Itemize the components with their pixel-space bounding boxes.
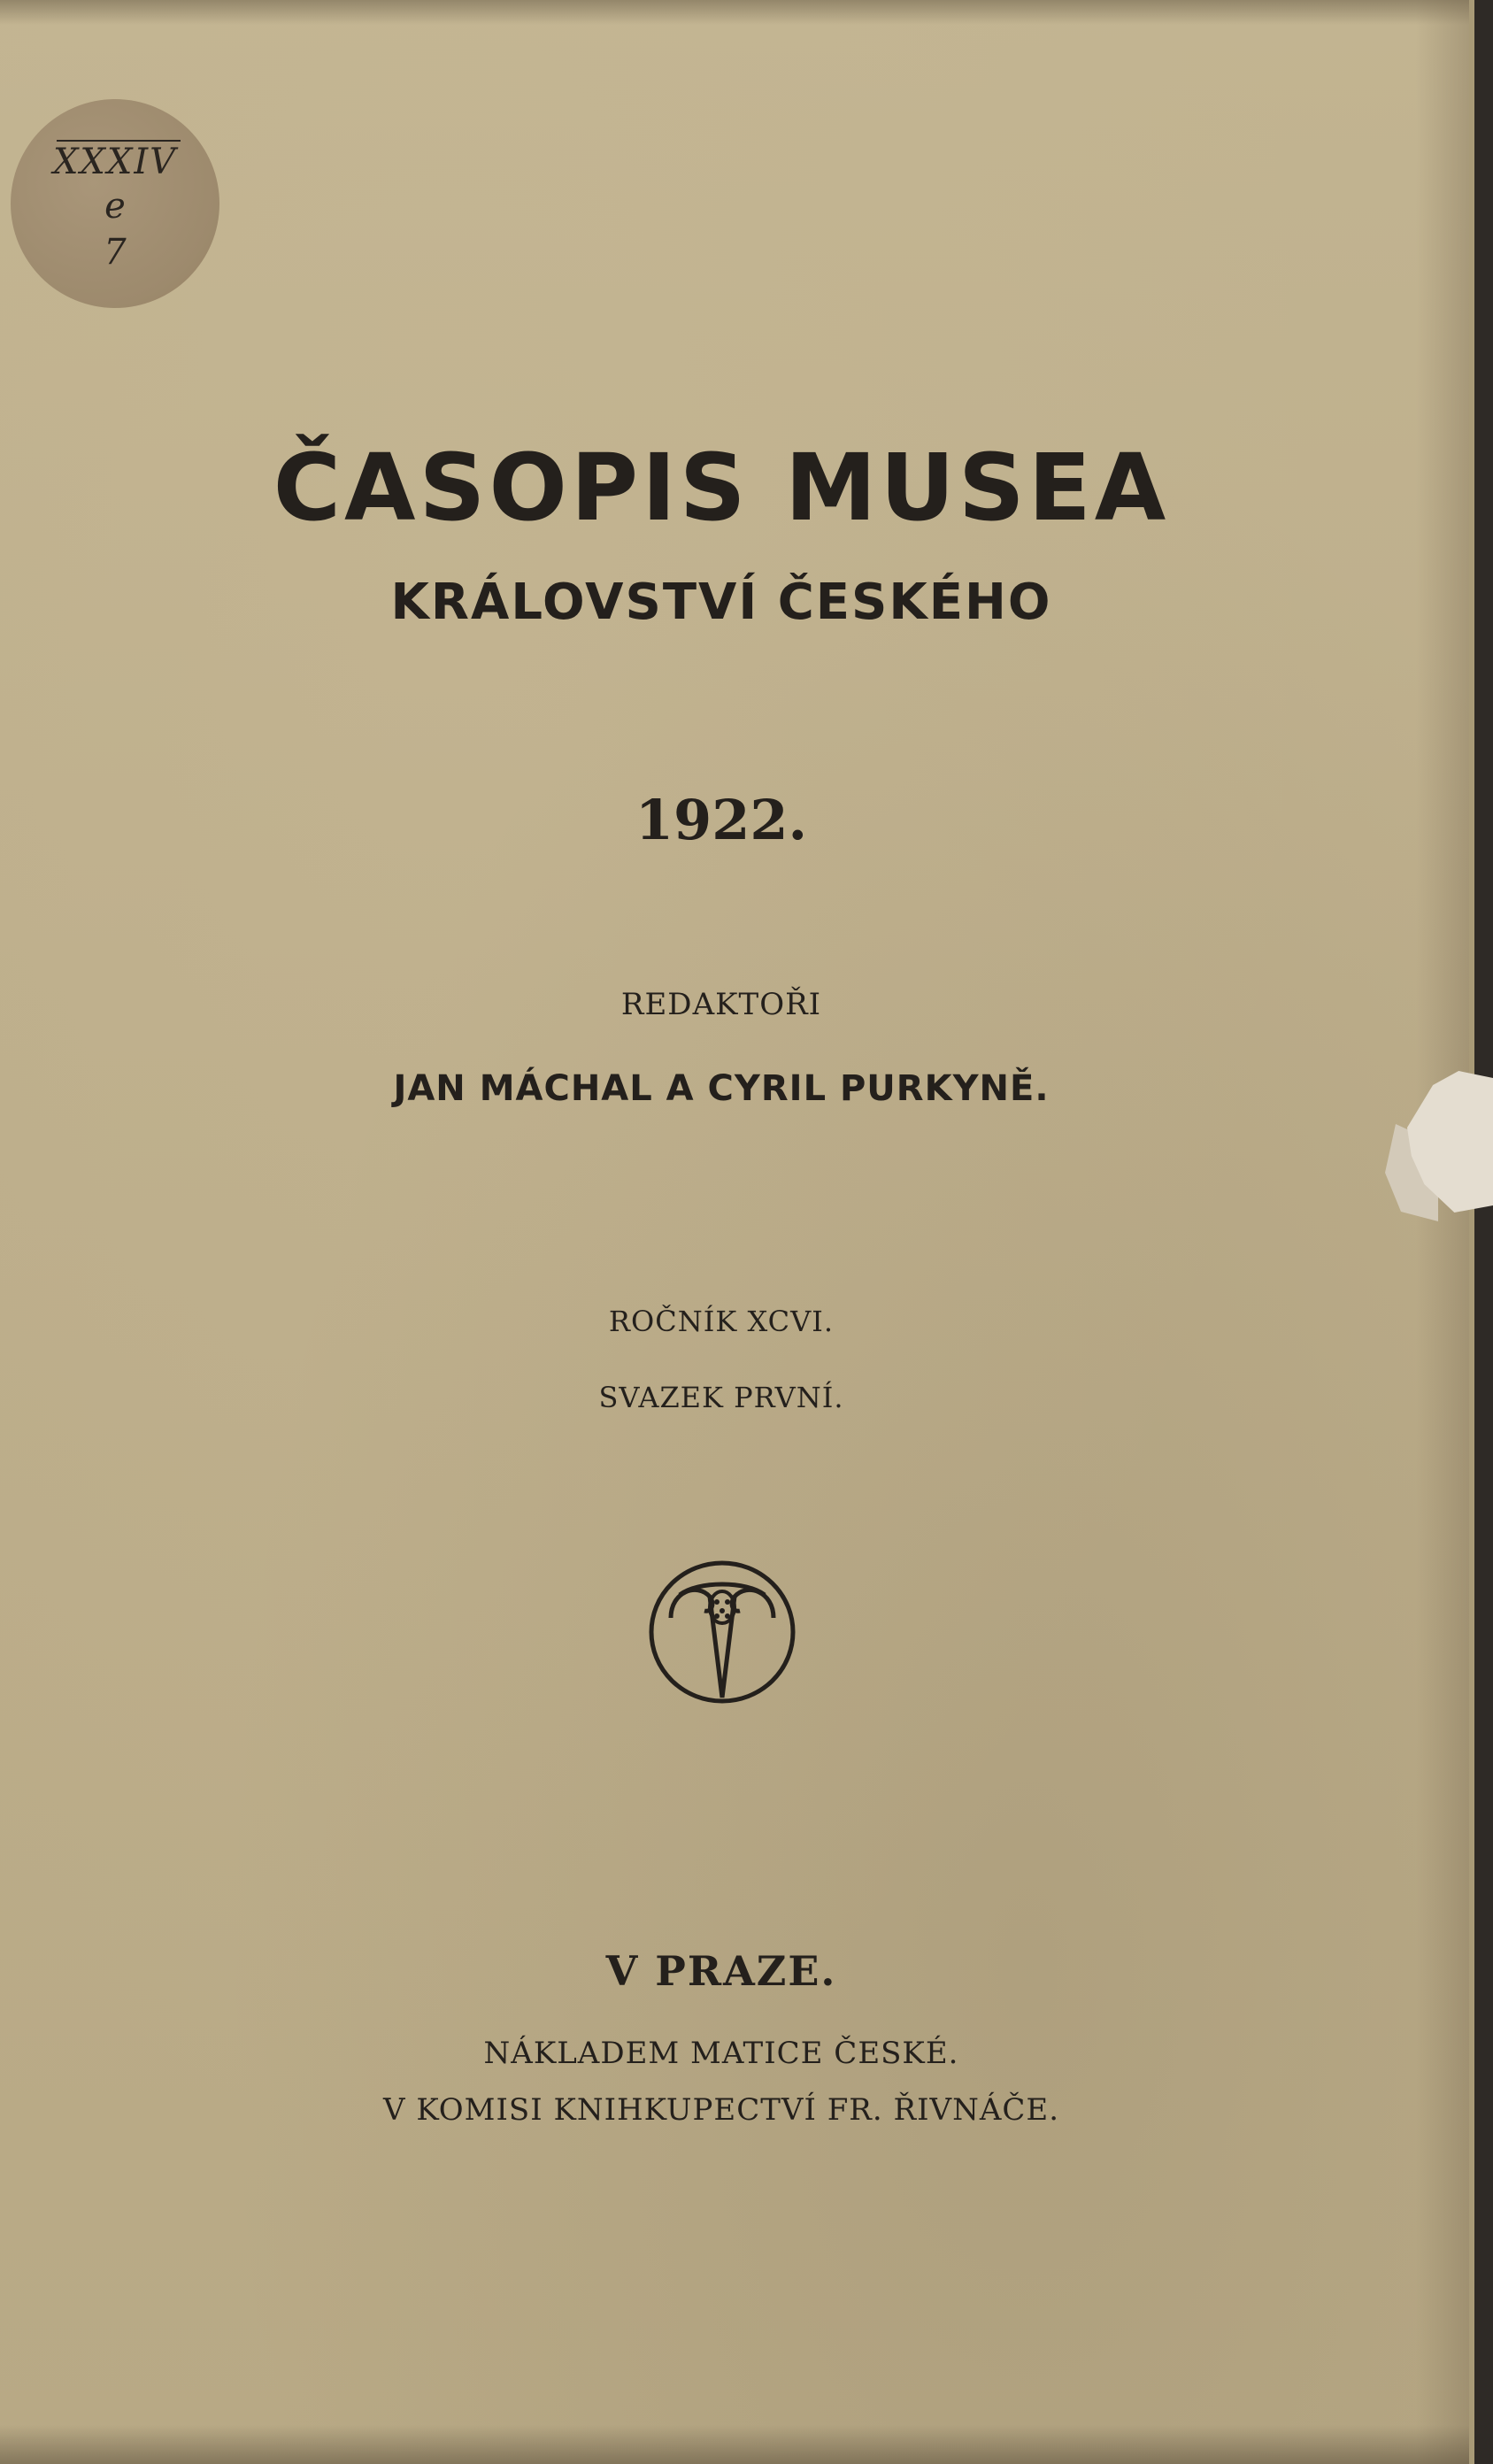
publisher-emblem-icon bbox=[644, 1556, 800, 1708]
journal-subtitle: KRÁLOVSTVÍ ČESKÉHO bbox=[390, 574, 1052, 631]
journal-title: ČASOPIS MUSEA bbox=[273, 434, 1170, 542]
label-shelf-number: XXXIV bbox=[52, 142, 178, 182]
publication-year: 1922. bbox=[635, 788, 808, 852]
publication-city: V PRAZE. bbox=[605, 1947, 837, 1995]
publisher-line: NÁKLADEM MATICE ČESKÉ. bbox=[483, 2036, 959, 2071]
issue-number: SVAZEK PRVNÍ. bbox=[598, 1381, 844, 1414]
editors-names: JAN MÁCHAL A CYRIL PURKYNĚ. bbox=[393, 1068, 1050, 1109]
volume-number: ROČNÍK XCVI. bbox=[608, 1305, 835, 1338]
label-shelf-letter: e bbox=[104, 186, 126, 227]
cover-bottom-edge bbox=[0, 2425, 1469, 2464]
library-shelf-label bbox=[11, 99, 219, 308]
label-shelf-digit: 7 bbox=[104, 232, 127, 273]
commission-line: V KOMISI KNIHKUPECTVÍ FR. ŘIVNÁČE. bbox=[382, 2092, 1060, 2128]
cover-top-edge bbox=[0, 0, 1469, 25]
editors-label: REDAKTOŘI bbox=[620, 987, 822, 1022]
